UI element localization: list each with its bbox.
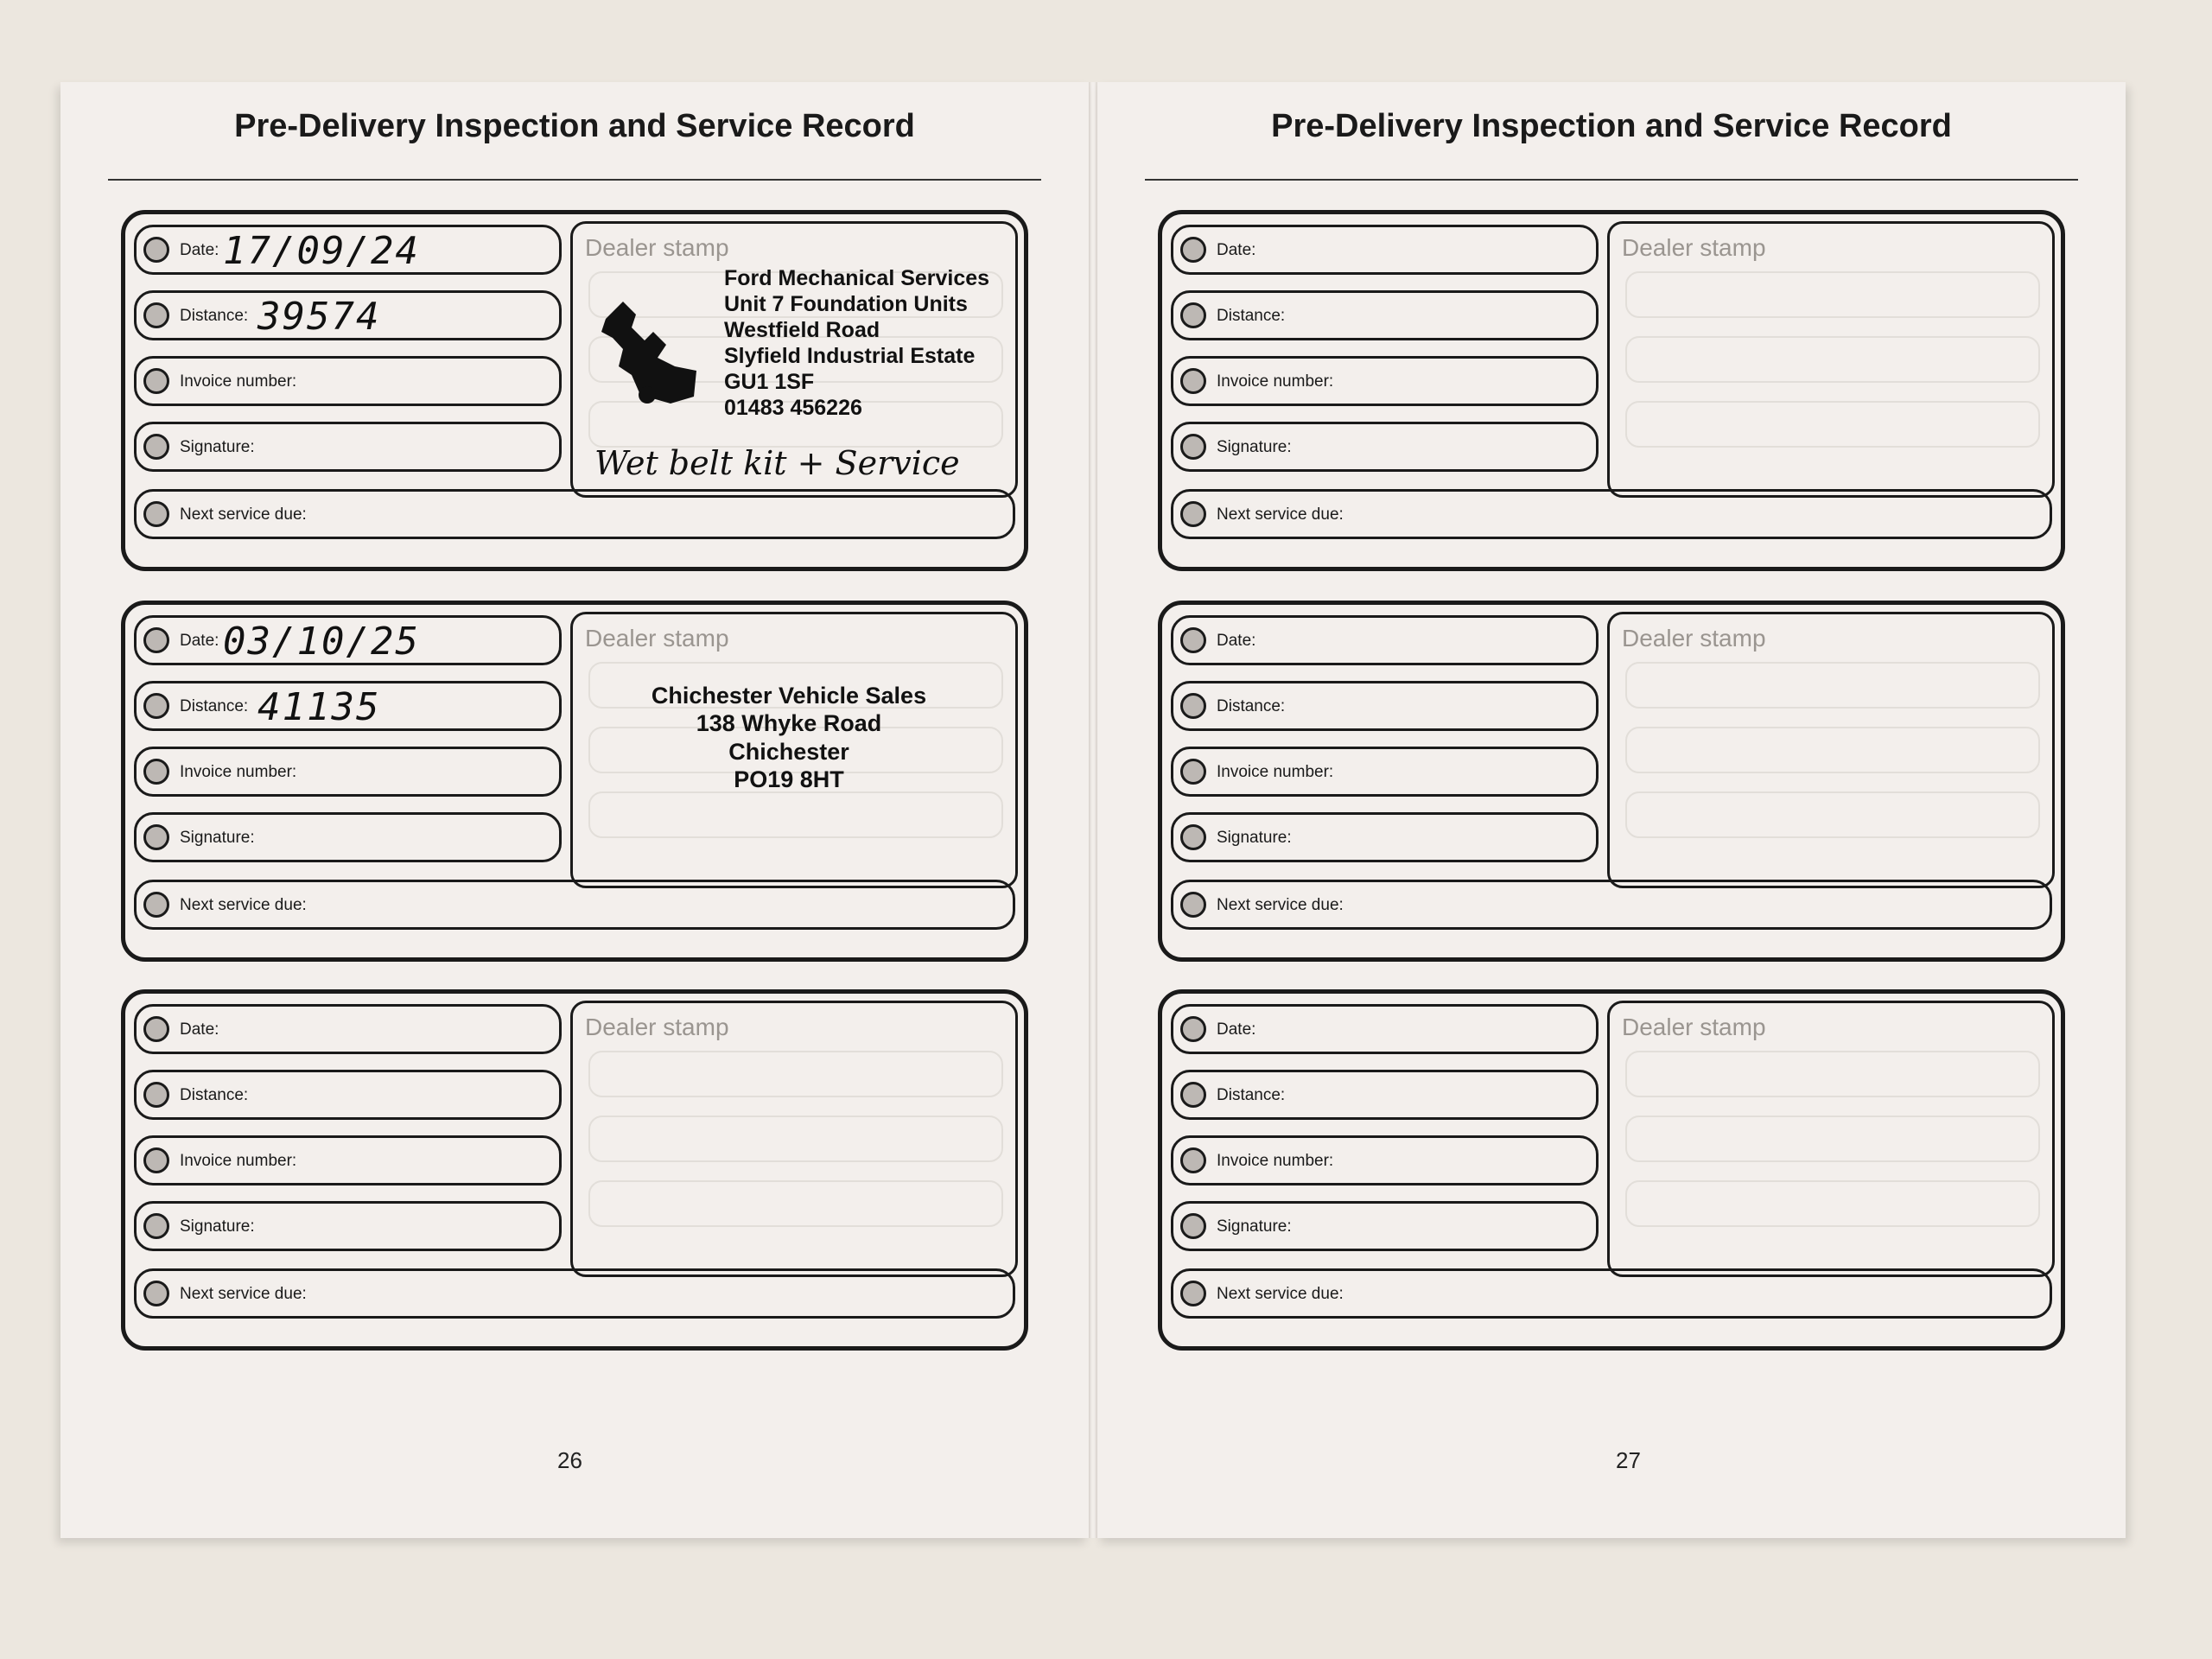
dealer-stamp-box <box>1607 221 2055 498</box>
distance-field[interactable] <box>134 290 562 340</box>
guide-line <box>588 791 1003 838</box>
invoice-number-field[interactable] <box>1171 747 1599 797</box>
guide-line <box>1625 791 2040 838</box>
field-label: Signature: <box>1217 1217 1292 1236</box>
checkbox-circle[interactable] <box>143 1213 169 1239</box>
field-label: Distance: <box>1217 1086 1286 1104</box>
date-field[interactable] <box>1171 225 1599 275</box>
signature-field[interactable] <box>134 812 562 862</box>
field-label: Next service due: <box>180 1285 307 1303</box>
service-record <box>121 989 1028 1351</box>
dealer-stamp-label: Dealer stamp <box>1622 1014 1766 1040</box>
service-record <box>1158 601 2065 962</box>
handwritten-remark: Wet belt kit + Service <box>594 444 960 482</box>
checkbox-circle[interactable] <box>143 501 169 527</box>
signature-field[interactable] <box>1171 422 1599 472</box>
guide-line <box>588 1180 1003 1227</box>
field-label: Date: <box>1217 1020 1256 1039</box>
field-label: Signature: <box>1217 829 1292 847</box>
signature-field[interactable] <box>1171 812 1599 862</box>
stamp-line: Unit 7 Foundation Units <box>724 292 968 316</box>
handwritten-value: 03/10/25 <box>223 620 420 664</box>
signature-field[interactable] <box>134 422 562 472</box>
field-label: Invoice number: <box>1217 1152 1334 1170</box>
date-field[interactable] <box>1171 1004 1599 1054</box>
guide-line <box>1625 1180 2040 1227</box>
dealer-stamp-text <box>646 682 931 794</box>
checkbox-circle[interactable] <box>143 1281 169 1306</box>
checkbox-circle[interactable] <box>1180 759 1206 785</box>
stamp-line: Chichester <box>728 738 849 765</box>
checkbox-circle[interactable] <box>1180 627 1206 653</box>
stamp-line: Chichester Vehicle Sales <box>651 683 927 709</box>
wrench-fist-logo <box>597 293 705 410</box>
stamp-line: Westfield Road <box>724 318 880 342</box>
guide-line <box>1625 271 2040 318</box>
date-field[interactable] <box>134 1004 562 1054</box>
checkbox-circle[interactable] <box>1180 892 1206 918</box>
checkbox-circle[interactable] <box>143 1147 169 1173</box>
checkbox-circle[interactable] <box>1180 1082 1206 1108</box>
guide-line <box>1625 727 2040 773</box>
field-label: Distance: <box>180 307 249 325</box>
field-label: Signature: <box>180 1217 255 1236</box>
field-label: Invoice number: <box>1217 763 1334 781</box>
stamp-line: Slyfield Industrial Estate <box>724 344 976 368</box>
dealer-stamp-label: Dealer stamp <box>585 625 729 652</box>
distance-field[interactable] <box>134 1070 562 1120</box>
field-label: Date: <box>1217 241 1256 259</box>
field-label: Invoice number: <box>180 1152 297 1170</box>
invoice-number-field[interactable] <box>134 356 562 406</box>
checkbox-circle[interactable] <box>1180 434 1206 460</box>
date-field[interactable] <box>1171 615 1599 665</box>
guide-line <box>1625 662 2040 709</box>
field-label: Next service due: <box>180 896 307 914</box>
distance-field[interactable] <box>1171 290 1599 340</box>
page-title: Pre-Delivery Inspection and Service Record <box>234 108 915 144</box>
dealer-stamp-box <box>570 612 1018 888</box>
handwritten-value: 39574 <box>257 295 381 339</box>
signature-field[interactable] <box>1171 1201 1599 1251</box>
handwritten-value: 17/09/24 <box>223 229 420 273</box>
field-label: Distance: <box>180 697 249 715</box>
checkbox-circle[interactable] <box>143 693 169 719</box>
distance-field[interactable] <box>134 681 562 731</box>
field-label: Invoice number: <box>180 372 297 391</box>
guide-line <box>1625 336 2040 383</box>
dealer-stamp-label: Dealer stamp <box>585 1014 729 1040</box>
checkbox-circle[interactable] <box>1180 1147 1206 1173</box>
page-26 <box>60 82 1089 1538</box>
stamp-line: 01483 456226 <box>724 396 862 420</box>
field-label: Next service due: <box>1217 896 1344 914</box>
stamp-line: GU1 1SF <box>724 370 815 394</box>
checkbox-circle[interactable] <box>143 627 169 653</box>
date-field[interactable] <box>134 615 562 665</box>
title-divider <box>108 179 1041 181</box>
field-label: Next service due: <box>180 505 307 524</box>
dealer-stamp-box <box>570 221 1018 498</box>
field-label: Distance: <box>1217 697 1286 715</box>
guide-line <box>1625 1116 2040 1162</box>
dealer-stamp-label: Dealer stamp <box>585 234 729 261</box>
checkbox-circle[interactable] <box>143 759 169 785</box>
guide-line <box>588 1051 1003 1097</box>
service-booklet <box>60 82 2126 1538</box>
page-27 <box>1097 82 2126 1538</box>
checkbox-circle[interactable] <box>1180 824 1206 850</box>
handwritten-value: 41135 <box>257 685 381 729</box>
field-label: Distance: <box>1217 307 1286 325</box>
field-label: Next service due: <box>1217 1285 1344 1303</box>
checkbox-circle[interactable] <box>1180 501 1206 527</box>
checkbox-circle[interactable] <box>143 237 169 263</box>
signature-field[interactable] <box>134 1201 562 1251</box>
page-title: Pre-Delivery Inspection and Service Record <box>1271 108 1952 144</box>
checkbox-circle[interactable] <box>143 824 169 850</box>
dealer-stamp-box <box>1607 1001 2055 1277</box>
field-label: Date: <box>1217 632 1256 650</box>
checkbox-circle[interactable] <box>1180 1016 1206 1042</box>
field-label: Invoice number: <box>1217 372 1334 391</box>
checkbox-circle[interactable] <box>1180 368 1206 394</box>
checkbox-circle[interactable] <box>1180 1213 1206 1239</box>
checkbox-circle[interactable] <box>143 1082 169 1108</box>
service-record <box>1158 210 2065 571</box>
invoice-number-field[interactable] <box>1171 1135 1599 1185</box>
checkbox-circle[interactable] <box>143 434 169 460</box>
checkbox-circle[interactable] <box>143 1016 169 1042</box>
service-record <box>1158 989 2065 1351</box>
stamp-line: Ford Mechanical Services <box>724 266 990 290</box>
guide-line <box>1625 401 2040 448</box>
checkbox-circle[interactable] <box>143 892 169 918</box>
page-number: 27 <box>1616 1447 1641 1473</box>
field-label: Date: <box>180 1020 219 1039</box>
field-label: Signature: <box>180 829 255 847</box>
field-label: Next service due: <box>1217 505 1344 524</box>
field-label: Invoice number: <box>180 763 297 781</box>
date-field[interactable] <box>134 225 562 275</box>
distance-field[interactable] <box>1171 1070 1599 1120</box>
page-number: 26 <box>557 1447 582 1473</box>
dealer-stamp-label: Dealer stamp <box>1622 625 1766 652</box>
guide-line <box>1625 1051 2040 1097</box>
field-label: Date: <box>180 241 219 259</box>
service-record <box>121 210 1028 571</box>
checkbox-circle[interactable] <box>143 368 169 394</box>
field-label: Distance: <box>180 1086 249 1104</box>
field-label: Signature: <box>1217 438 1292 456</box>
checkbox-circle[interactable] <box>1180 237 1206 263</box>
field-label: Signature: <box>180 438 255 456</box>
invoice-number-field[interactable] <box>134 1135 562 1185</box>
dealer-stamp-box <box>570 1001 1018 1277</box>
field-label: Date: <box>180 632 219 650</box>
invoice-number-field[interactable] <box>134 747 562 797</box>
service-record <box>121 601 1028 962</box>
dealer-stamp-label: Dealer stamp <box>1622 234 1766 261</box>
stamp-line: PO19 8HT <box>734 766 844 793</box>
invoice-number-field[interactable] <box>1171 356 1599 406</box>
checkbox-circle[interactable] <box>1180 302 1206 328</box>
checkbox-circle[interactable] <box>143 302 169 328</box>
title-divider <box>1145 179 2078 181</box>
dealer-stamp-text <box>724 265 989 421</box>
stamp-line: 138 Whyke Road <box>696 710 882 737</box>
checkbox-circle[interactable] <box>1180 1281 1206 1306</box>
distance-field[interactable] <box>1171 681 1599 731</box>
dealer-stamp-box <box>1607 612 2055 888</box>
checkbox-circle[interactable] <box>1180 693 1206 719</box>
guide-line <box>588 1116 1003 1162</box>
